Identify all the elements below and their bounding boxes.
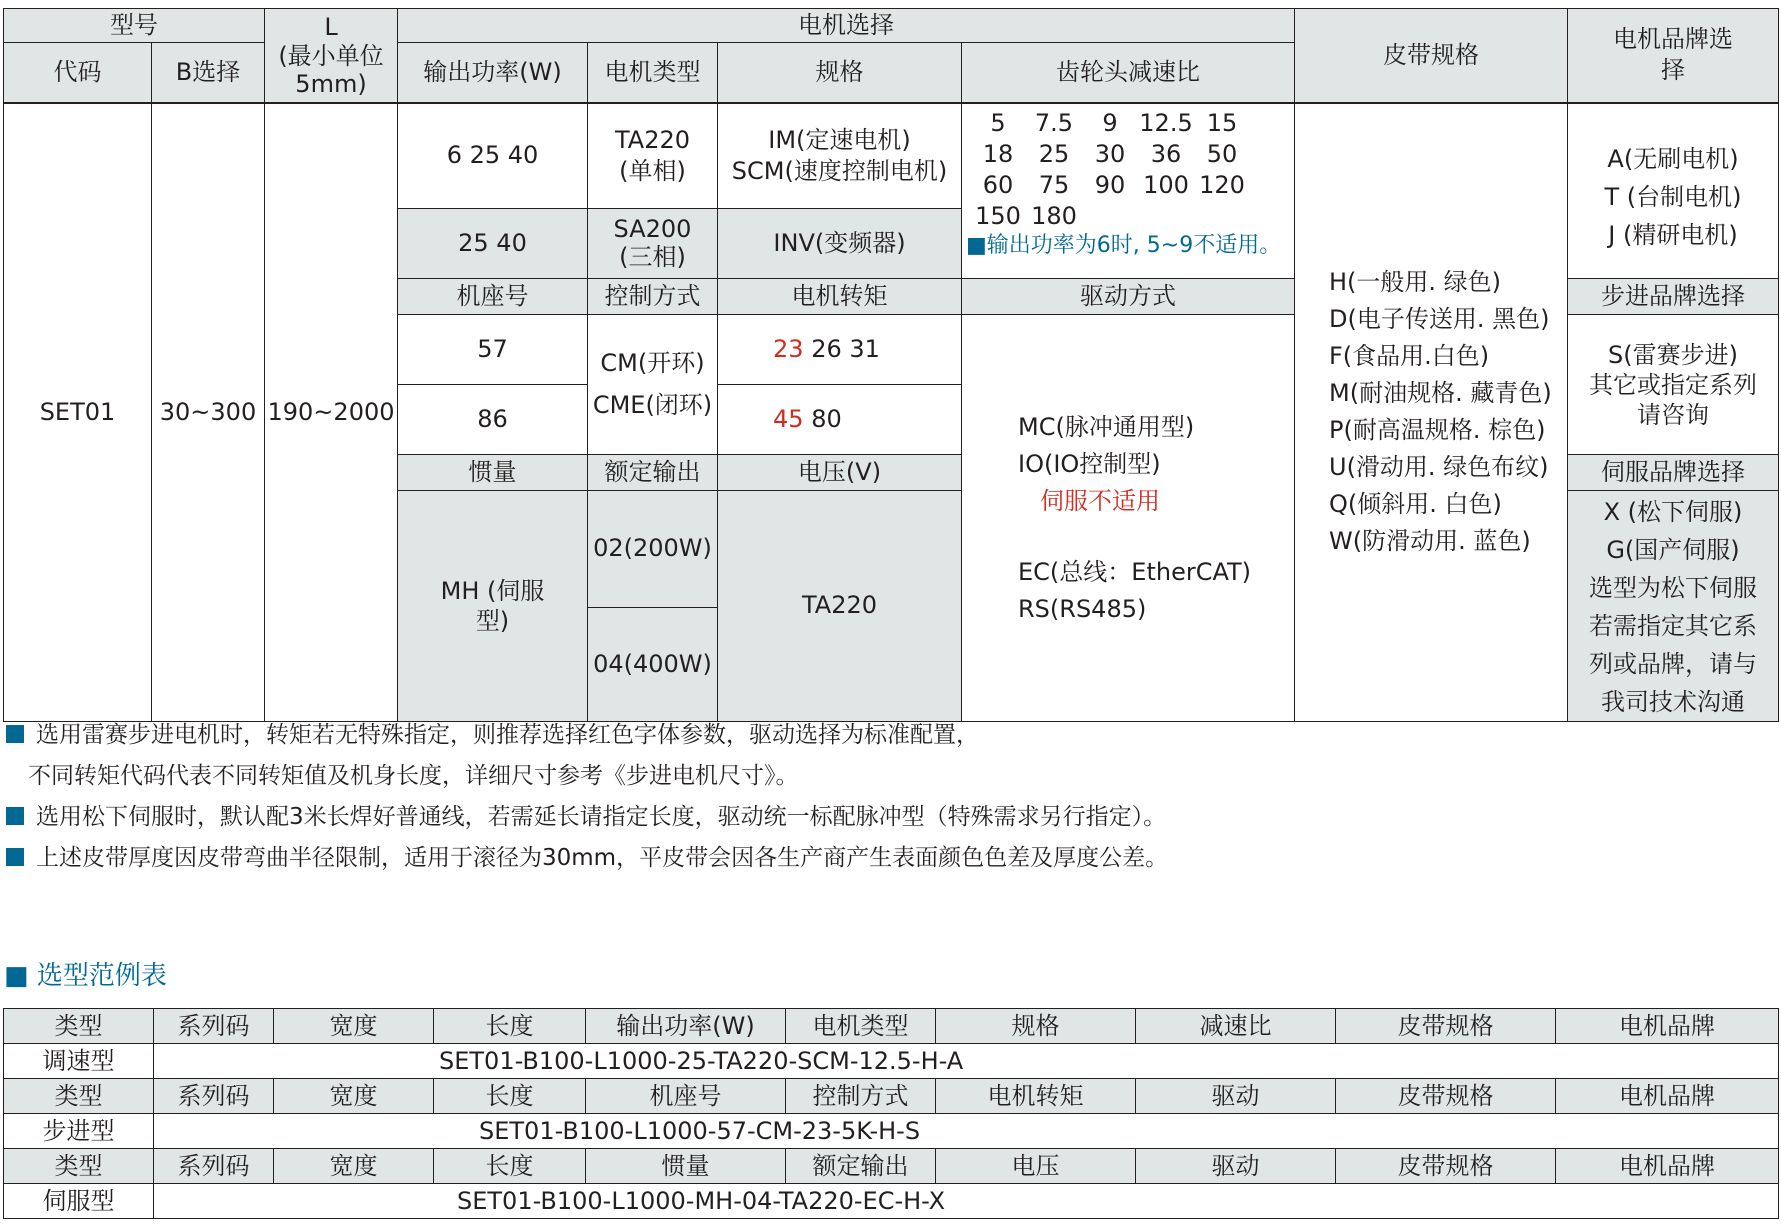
ratio-row: 5 7.5 9 12.5 15 [990,108,1238,137]
rated-400w: 04(400W) [588,607,718,721]
series-code: SET01 [4,103,152,722]
drive-header: 驱动方式 [962,279,1295,315]
ex-h1-brand: 电机品牌 [1556,1009,1779,1044]
ex-h2-drive: 驱动 [1136,1079,1336,1114]
ex-h2-belt: 皮带规格 [1336,1079,1556,1114]
ex-h2-brand: 电机品牌 [1556,1079,1779,1114]
rated-200w: 02(200W) [588,491,718,608]
gear-ratio-cell [962,103,1295,279]
spec-2: INV(变频器) [718,209,962,279]
ex-type-stepper: 步进型 [4,1114,154,1149]
motor-select-header: 电机选择 [398,9,1295,43]
b-select-header: B选择 [152,43,265,103]
power-1: 6 25 40 [398,103,588,209]
model-header: 型号 [4,9,265,43]
ex-h1-ratio: 减速比 [1136,1009,1336,1044]
b-range: 30~300 [152,103,265,722]
ratio-row: 150 180 [975,202,1077,231]
example-title: ■ 选型范例表 [4,961,167,991]
motor-type-header: 电机类型 [588,43,718,103]
ex-h2-torque: 电机转矩 [936,1079,1136,1114]
ex-h2-type: 类型 [4,1079,154,1114]
ex-type-servo: 伺服型 [4,1184,154,1219]
ratio-row: 18 25 30 36 50 [982,139,1238,168]
ratio-row: 60 75 90 100 120 [982,170,1245,199]
frame-header: 机座号 [398,279,588,315]
servo-brand-header: 伺服品牌选择 [1568,455,1779,491]
ex-h3-voltage: 电压 [936,1149,1136,1184]
ex-h1-power: 输出功率(W) [586,1009,786,1044]
ex-h3-length: 长度 [434,1149,586,1184]
l-header: L (最小单位 5mm) [265,9,398,103]
ex-h2-series: 系列码 [154,1079,274,1114]
gear-ratio-header: 齿轮头减速比 [962,43,1295,103]
control-modes: CM(开环) CME(闭环) [588,315,718,455]
drive-modes: MC(脉冲通用型) IO(IO控制型) 伺服不适用 EC(总线：EtherCAT) RS(RS485) [962,315,1295,722]
torque-86: 45 80 [718,385,962,455]
motor-type-1: TA220 (单相) [588,103,718,209]
torque-header: 电机转矩 [718,279,962,315]
motor-brand-header: 电机品牌选择 [1568,9,1779,103]
note-3: 上述皮带厚度因皮带弯曲半径限制，适用于滚径为30mm，平皮带会因各生产商产生表面颜色色差及厚度公差。 [6,838,1168,879]
rated-output-header: 额定输出 [588,455,718,491]
ac-brand-list: A(无刷电机) T (台制电机) J (精研电机) [1568,103,1779,279]
ex-h2-length: 长度 [434,1079,586,1114]
output-power-header: 输出功率(W) [398,43,588,103]
notes [6,715,1168,879]
spec-1: IM(定速电机) SCM(速度控制电机) [718,103,962,209]
belt-spec-header: 皮带规格 [1295,9,1568,103]
example-table [3,1008,1779,1219]
stepper-brand-list: S(雷赛步进) 其它或指定系列 请咨询 [1568,315,1779,455]
selection-table [3,8,1779,722]
bullet-square-icon [6,725,24,743]
ex-h3-rated: 额定输出 [786,1149,936,1184]
ex-h1-type: 类型 [4,1009,154,1044]
ex-h1-series: 系列码 [154,1009,274,1044]
ex-h1-spec: 规格 [936,1009,1136,1044]
spec-header: 规格 [718,43,962,103]
stepper-brand-header: 步进品牌选择 [1568,279,1779,315]
bullet-square-icon [6,848,24,866]
ex-h3-series: 系列码 [154,1149,274,1184]
ex-h1-width: 宽度 [274,1009,434,1044]
voltage-header: 电压(V) [718,455,962,491]
motor-type-2: SA200 (三相) [588,209,718,279]
ex-h3-width: 宽度 [274,1149,434,1184]
note-1: 选用雷赛步进电机时，转矩若无特殊指定，则推荐选择红色字体参数，驱动选择为标准配置， [6,715,1168,756]
ex-code-servo: SET01-B100-L1000-MH-04-TA220-EC-H-X [154,1184,1779,1219]
voltage-value: TA220 [718,491,962,722]
ex-type-speed: 调速型 [4,1044,154,1079]
ratio-note: ■输出功率为6时, 5~9不适用。 [966,233,1282,259]
ex-h3-type: 类型 [4,1149,154,1184]
inertia-header: 惯量 [398,455,588,491]
ex-h2-control: 控制方式 [786,1079,936,1114]
frame-57: 57 [398,315,588,385]
code-header: 代码 [4,43,152,103]
control-header: 控制方式 [588,279,718,315]
note-2: 选用松下伺服时，默认配3米长焊好普通线，若需延长请指定长度，驱动统一标配脉冲型（特殊需求另行指定）。 [6,797,1168,838]
ex-h3-inertia: 惯量 [586,1149,786,1184]
ex-h3-belt: 皮带规格 [1336,1149,1556,1184]
ex-h1-length: 长度 [434,1009,586,1044]
frame-86: 86 [398,385,588,455]
ex-code-speed: SET01-B100-L1000-25-TA220-SCM-12.5-H-A [154,1044,1779,1079]
ex-h1-belt: 皮带规格 [1336,1009,1556,1044]
ex-h3-drive: 驱动 [1136,1149,1336,1184]
ex-h3-brand: 电机品牌 [1556,1149,1779,1184]
servo-brand-list: X (松下伺服) G(国产伺服) 选型为松下伺服 若需指定其它系 列或品牌，请与 我司技术沟通 [1568,491,1779,722]
note-1-cont: 不同转矩代码代表不同转矩值及机身长度，详细尺寸参考《步进电机尺寸》。 [28,763,799,789]
power-2: 25 40 [398,209,588,279]
inertia-value: MH (伺服型) [398,491,588,722]
ex-h2-frame: 机座号 [586,1079,786,1114]
l-range: 190~2000 [265,103,398,722]
ex-h1-motor-type: 电机类型 [786,1009,936,1044]
ex-h2-width: 宽度 [274,1079,434,1114]
bullet-square-icon [6,807,24,825]
belt-list: H(一般用. 绿色) D(电子传送用. 黑色) F(食品用.白色) M(耐油规格. 藏青色) P(耐高温规格. 棕色) U(滑动用. 绿色布纹) Q(倾斜用. 白色) W(防滑动用. 蓝色) [1295,103,1568,722]
torque-57: 23 26 31 [718,315,962,385]
ex-code-stepper: SET01-B100-L1000-57-CM-23-5K-H-S [154,1114,1779,1149]
